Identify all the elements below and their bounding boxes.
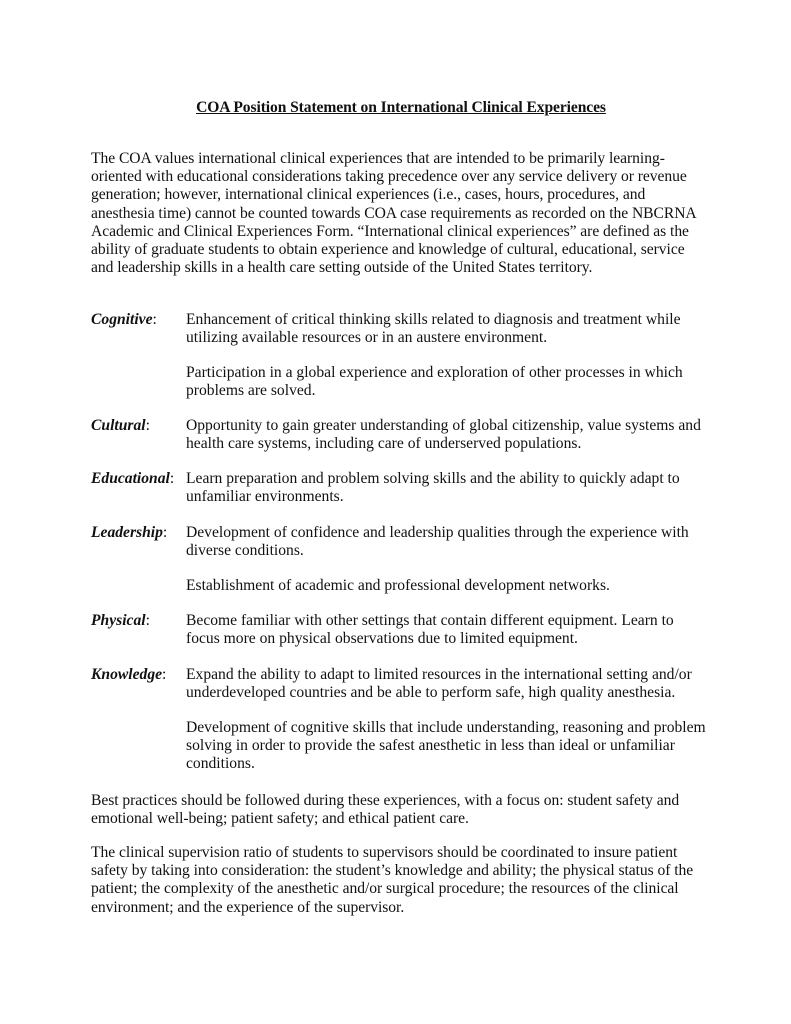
definition-text: Development of confidence and leadership qualities through the experience with diverse conditions. — [186, 524, 689, 560]
definition-text: Participation in a global experience and exploration of other processes in which problems are solved. — [186, 364, 683, 400]
definition-text: Learn preparation and problem solving skills and the ability to quickly adapt to unfamiliar environments. — [186, 470, 680, 506]
term-label: Knowledge: — [91, 666, 167, 683]
term-label: Educational: — [91, 470, 175, 487]
definition-text: Opportunity to gain greater understanding of global citizenship, value systems and health care systems, including care of underserved populations. — [186, 417, 701, 453]
definition-text: Enhancement of critical thinking skills related to diagnosis and treatment while utilizing available resources or in an austere environment. — [186, 311, 681, 347]
definition-text: Become familiar with other settings that contain different equipment. Learn to focus more on physical observations due to limited equipment. — [186, 612, 674, 648]
term-label: Physical: — [91, 612, 150, 629]
definition-text: Expand the ability to adapt to limited resources in the international setting and/or underdeveloped countries and be able to perform safe, high quality anesthesia. — [186, 666, 692, 702]
definition-text: Establishment of academic and professional development networks. — [186, 577, 610, 594]
term-label: Cultural: — [91, 417, 150, 434]
supervision-paragraph: The clinical supervision ratio of students to supervisors should be coordinated to insure patient safety by taking into consideration: the student’s knowledge and ability; the physical status of the patient; the complexity of the anesthetic and/or surgical procedure; the resources of the clinical environment; and the experience of the supervisor. — [91, 844, 694, 916]
term-label: Cognitive: — [91, 311, 157, 328]
definition-text: Development of cognitive skills that include understanding, reasoning and problem solving in order to provide the safest anesthetic in less than ideal or unfamiliar conditions. — [186, 719, 706, 773]
best-practices-paragraph: Best practices should be followed during these experiences, with a focus on: student safety and emotional well-being; patient safety; and ethical patient care. — [91, 792, 680, 828]
intro-paragraph: The COA values international clinical experiences that are intended to be primarily learning-oriented with educational considerations taking precedence over any service delivery or revenue generation; however, international clinical experiences (i.e., cases, hours, procedures, and anesthesia time) cannot be counted towards COA case requirements as recorded on the NBCRNA Academic and Clinical Experiences Form. “International clinical experiences” are defined as the ability of graduate students to obtain experience and knowledge of cultural, educational, service and leadership skills in a health care setting outside of the United States territory. — [91, 150, 696, 277]
term-label: Leadership: — [91, 524, 168, 541]
document-title: COA Position Statement on International Clinical Experiences — [196, 99, 606, 116]
